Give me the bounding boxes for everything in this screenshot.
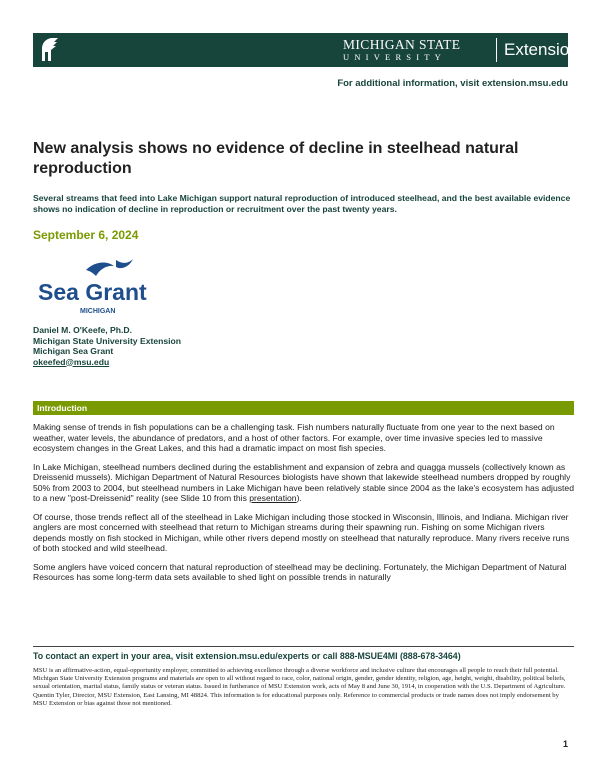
author-name: Daniel M. O'Keefe, Ph.D. [33,325,132,335]
page-number: 1 [562,739,568,749]
presentation-link[interactable]: presentation [249,493,297,503]
spartan-helmet-icon [39,37,61,63]
university-subtitle: UNIVERSITY [343,52,446,62]
header-divider [496,38,497,62]
paragraph-2 [33,462,574,504]
paragraph-3: Of course, those trends reflect all of the steelhead in Lake Michigan including those stocked in Wisconsin, Illinois, and Indiana. Michigan river anglers are most concerned with steelhead that return to Michigan streams during their spawning run. Fishing on some Michigan rivers depends mostly on fish stocked in Michigan, while other rivers depend mostly on steelhead that naturally reproduce. Many rivers receive runs of both stocked and wild steelhead. [33,511,570,553]
paragraph-4: Some anglers have voiced concern that natural reproduction of steelhead may be declining. Fortunately, the Michigan Department of Natural Resources has some long-term data sets available to shed light on possible trends in naturally [33,561,567,582]
article-title: New analysis shows no evidence of decline in steelhead natural reproduction [33,140,519,177]
author-email-link[interactable]: okeefed@msu.edu [33,356,110,367]
msu-header-bar [33,33,579,67]
paragraph-1: Making sense of trends in fish populations can be a challenging task. Fish numbers naturally fluctuate from one year to the next based on weather, water levels, the abundance of predators, and a host of other factors. For example, over time invasive species led to massive ecosystem changes in the Great Lakes, and this had a dramatic impact on most fish species. [33,422,555,453]
sea-grant-wordmark: Sea Grant [38,279,147,305]
author-affiliation-msue: Michigan State University Extension [33,335,182,346]
legal-disclaimer: MSU is an affirmative-action, equal-opportunity employer, committed to achieving excellence through a diverse workforce and inclusive culture that encourages all people to reach their full potential. Michigan State University Extension programs and materials are open to all without regard to race, color, national origin, gender, gender identity, religion, age, height, weight, disability, political beliefs, sexual orientation, marital status, family status or veteran status. Issued in furtherance of MSU Extension work, acts of May 8 and June 30, 1914, in cooperation with the U.S. Department of Agriculture. Quentin Tyler, Director, MSU Extension, East Lansing, MI 48824. This information is for educational purposes only. Reference to commercial products or trade names does not imply endorsement by MSU Extension or bias against those not mentioned. [33,667,566,707]
article-date: September 6, 2024 [33,228,139,242]
additional-info-link[interactable]: For additional information, visit extension.msu.edu [337,78,568,89]
sea-grant-logo [36,258,156,318]
footer-divider [33,646,574,647]
author-block [33,325,181,367]
article-body [33,422,574,591]
section-heading-introduction: Introduction [33,401,574,415]
article-subtitle: Several streams that feed into Lake Michigan support natural reproduction of introduced steelhead, and the best available evidence shows no indication of decline in reproduction or recruitment over the past twenty years. [33,193,571,214]
author-affiliation-seagrant: Michigan Sea Grant [33,346,114,356]
paragraph-2-text: In Lake Michigan, steelhead numbers declined during the establishment and expansion of zebra and quagga mussels (collectively known as Dreissenid mussels). Michigan Department of Natural Resources biologists have shown that lakewide steelhead numbers dropped by roughly 50% from 2003 to 2004, but steelhead numbers in Lake Michigan have been relatively stable since 2004 as the lake's ecosystem has adjusted to a new "post-Dreissenid" reality (see Slide 10 from this [33,461,574,503]
extension-label: Extension [504,40,579,59]
contact-expert-line: To contact an expert in your area, visit extension.msu.edu/experts or call 888-MSUE4MI (888-678-3464) [33,651,461,661]
paragraph-2-end: ). [296,493,302,503]
university-name: MICHIGAN STATE [343,37,461,52]
sea-grant-michigan: MICHIGAN [80,308,116,315]
